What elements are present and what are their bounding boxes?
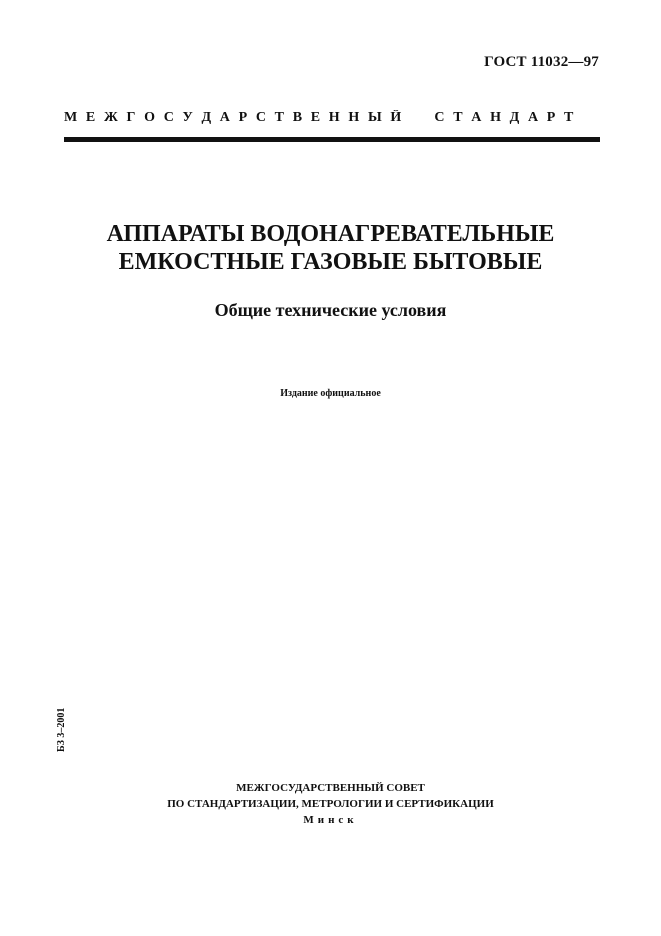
- title-line-1: АППАРАТЫ ВОДОНАГРЕВАТЕЛЬНЫЕ: [106, 221, 555, 247]
- edition-label: Издание официальное: [280, 388, 381, 399]
- publisher-block: [0, 780, 661, 828]
- title-line-2: ЕМКОСТНЫЕ ГАЗОВЫЕ БЫТОВЫЕ: [118, 249, 543, 275]
- publisher-line-1: МЕЖГОСУДАРСТВЕННЫЙ СОВЕТ: [236, 782, 425, 794]
- document-title: [0, 220, 661, 276]
- publisher-line-2: ПО СТАНДАРТИЗАЦИИ, МЕТРОЛОГИИ И СЕРТИФИКАЦИИ: [167, 798, 494, 810]
- document-code: ГОСТ 11032—97: [484, 54, 599, 70]
- document-subtitle: Общие технические условия: [214, 300, 447, 320]
- publisher-city: Минск: [303, 814, 358, 826]
- standard-type-heading: [64, 110, 600, 126]
- side-code: БЗ 3–2001: [56, 707, 67, 752]
- header-divider: [64, 137, 600, 142]
- standard-type-text: М Е Ж Г О С У Д А Р С Т В Е Н Н Ы Й С Т А Н Д А Р Т: [64, 110, 576, 125]
